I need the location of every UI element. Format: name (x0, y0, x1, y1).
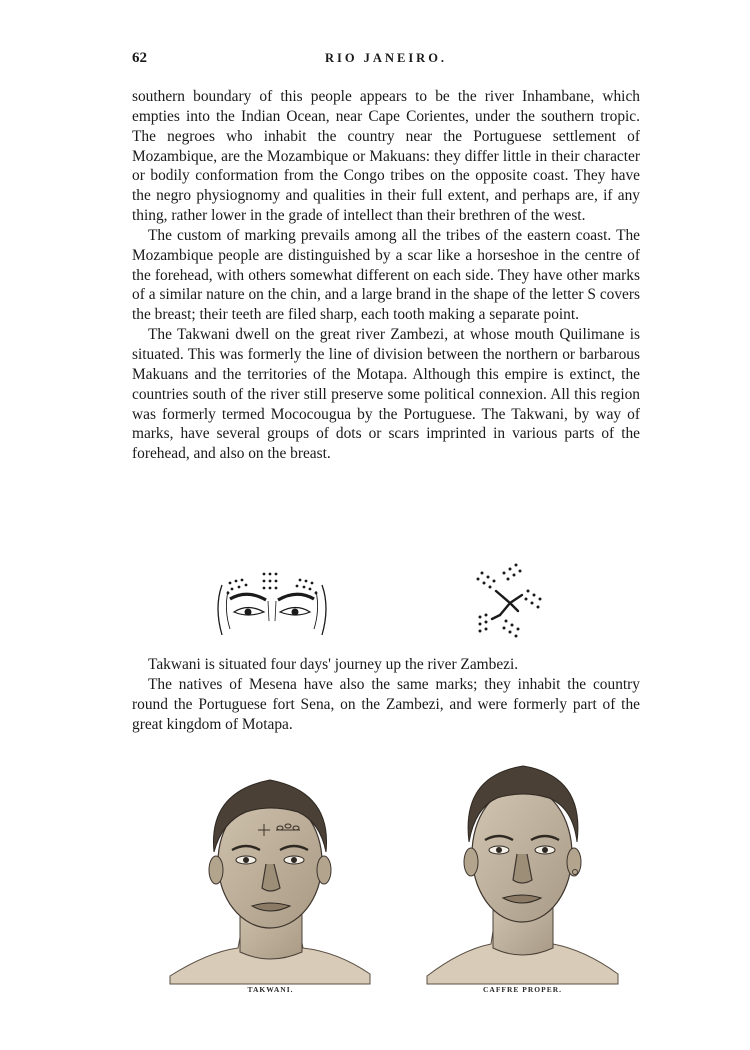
running-head (132, 50, 640, 72)
paragraph-5: The natives of Mesena have also the same marks; they inhabit the country round the Portuguese fort Sena, on the Zambezi, and were formerly part of the great kingdom of Motapa. (132, 675, 640, 733)
paragraph-2: The custom of marking prevails among all the tribes of the eastern coast. The Mozambique people are distinguished by a scar like a horseshoe in the centre of the forehead, with others somewhat different on each side. They have other marks of a similar nature on the chin, and a large brand in the shape of the letter S covers the breast; their teeth are filed sharp, each tooth making a separate point. (132, 226, 640, 324)
running-title: RIO JANEIRO. (324, 51, 448, 65)
body-text-bottom (132, 655, 640, 734)
page-number: 62 (132, 50, 147, 66)
portrait-left-caption: TAKWANI. (247, 985, 294, 994)
paragraph-1: southern boundary of this people appears to be the river Inhambane, which empties into the Indian Ocean, near Cape Corientes, under the southern tropic. The negroes who inhabit the country near the Portuguese settlement of Mozambique, are the Mozambique or Makuans: they differ little in their character or bodily conformation from the Congo tribes on the opposite coast. They have the negro physiognomy and qualities in their full extent, and perhaps are, if any thing, rather lower in the grade of intellect than their brethren of the west. (132, 88, 640, 225)
portrait-caffre-proper (425, 746, 620, 997)
paragraph-3: The Takwani dwell on the great river Zambezi, at whose mouth Quilimane is situated. This was formerly the line of division between the northern or barbarous Makuans and the territories of the Motapa. Although this empire is extinct, the countries south of the river still preserve some political connexion. All this region was formerly termed Mococougua by the Portuguese. The Takwani, by way of marks, have several groups of dots or scars imprinted in various parts of the forehead, and also on the breast. (132, 326, 640, 463)
portrait-takwani (168, 752, 373, 997)
marks-illustration (200, 555, 560, 643)
body-text-top (132, 87, 640, 464)
breast-marks-icon (477, 564, 542, 638)
portrait-right-caption: CAFFRE PROPER. (483, 985, 562, 994)
paragraph-4: Takwani is situated four days' journey up the river Zambezi. (148, 656, 519, 673)
forehead-marks-icon (218, 585, 326, 635)
